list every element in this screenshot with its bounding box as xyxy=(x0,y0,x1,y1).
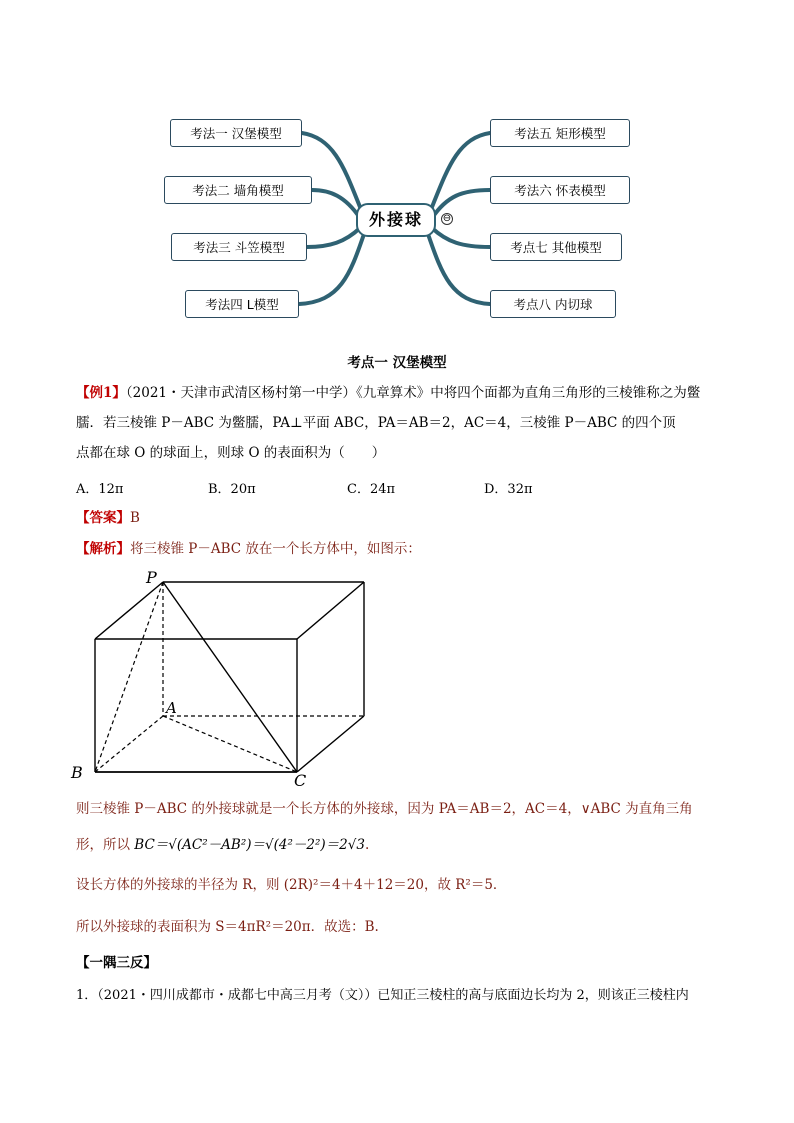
practice-line-1: 1．（2021・四川成都市・成都七中高三月考（文））已知正三棱柱的高与底面边长均为 2，则该正三棱柱内 xyxy=(76,988,689,1003)
label-P: P xyxy=(146,568,157,587)
analysis-line-2-suffix: . xyxy=(364,837,370,853)
practice-tag: 【一隅三反】 xyxy=(76,955,157,971)
analysis-line-1: 则三棱锥 P－ABC 的外接球就是一个长方体的外接球，因为 PA＝AB＝2，AC＝4，∨ABC 为直角三角 xyxy=(76,801,693,817)
mindmap-node-right-3[interactable]: 考点七 其他模型 xyxy=(490,233,622,261)
collapse-icon[interactable]: ⊖ xyxy=(442,213,452,224)
mindmap-node-left-1[interactable]: 考法一 汉堡模型 xyxy=(170,119,302,147)
connector-right-3 xyxy=(432,228,490,247)
analysis-line-3: 设长方体的外接球的半径为 R，则 (2R)²＝4＋4＋12＝20，故 R²＝5． xyxy=(76,877,507,893)
analysis-tag: 【解析】 xyxy=(76,541,130,557)
answer-tag: 【答案】 xyxy=(76,510,130,526)
edge-top-right xyxy=(297,582,364,639)
mindmap-connectors xyxy=(0,0,794,340)
edge-bottom-right xyxy=(297,716,364,772)
analysis-line-2-prefix: 形，所以 xyxy=(76,837,135,853)
option-c[interactable]: C．24π xyxy=(347,482,396,497)
label-B: B xyxy=(71,763,83,782)
analysis-line-4: 所以外接球的表面积为 S＝4πR²＝20π．故选：B. xyxy=(76,919,379,935)
mindmap-node-right-2[interactable]: 考法六 怀表模型 xyxy=(490,176,630,204)
analysis-line-2 xyxy=(76,835,736,855)
label-C: C xyxy=(294,771,307,790)
mindmap-node-left-3[interactable]: 考法三 斗笠模型 xyxy=(171,233,307,261)
mindmap-node-right-1[interactable]: 考法五 矩形模型 xyxy=(490,119,630,147)
label-A: A xyxy=(166,699,177,717)
mindmap-center-node[interactable]: 外接球 xyxy=(356,203,436,237)
section-title: 考点一 汉堡模型 xyxy=(347,355,447,371)
connector-left-3 xyxy=(307,228,360,247)
option-d[interactable]: D．32π xyxy=(484,482,533,497)
analysis-intro-line xyxy=(76,539,736,559)
cuboid-figure xyxy=(60,565,380,790)
answer-line xyxy=(76,508,736,528)
bc-formula: BC＝√(AC²－AB²)＝√(4²－2²)＝2√3 xyxy=(134,837,365,853)
mindmap-node-left-2[interactable]: 考法二 墙角模型 xyxy=(164,176,312,204)
option-b[interactable]: B．20π xyxy=(208,482,256,497)
connector-right-2 xyxy=(432,190,490,218)
answer-value: B xyxy=(130,510,140,526)
edge-AB-hidden xyxy=(95,716,163,772)
mindmap-node-left-4[interactable]: 考法四 L模型 xyxy=(185,290,299,318)
mindmap-node-right-4[interactable]: 考点八 内切球 xyxy=(490,290,616,318)
connector-right-1 xyxy=(430,133,490,212)
example-text-1: （2021・天津市武清区杨村第一中学）《九章算术》中将四个面都为直角三角形的三棱锥称之为鳖 xyxy=(125,385,701,401)
option-a[interactable]: A．12π xyxy=(76,482,124,497)
example-line-2: 臑．若三棱锥 P－ABC 为鳖臑，PA⊥平面 ABC，PA＝AB＝2，AC＝4，三棱锥 P－ABC 的四个顶 xyxy=(76,415,676,431)
example-line-3: 点都在球 O 的球面上，则球 O 的表面积为（ ） xyxy=(76,445,386,461)
analysis-intro: 将三棱锥 P－ABC 放在一个长方体中，如图示： xyxy=(130,541,421,557)
example-tag: 【例1】 xyxy=(76,385,126,401)
example-line-1 xyxy=(76,383,736,403)
